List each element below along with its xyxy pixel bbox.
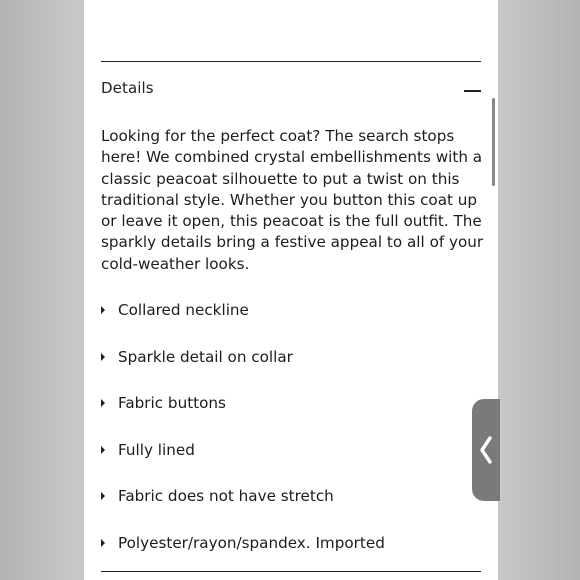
bullet-icon — [101, 492, 105, 500]
feature-text: Fully lined — [118, 440, 195, 459]
chevron-left-icon — [478, 435, 494, 465]
feature-item — [101, 298, 481, 345]
bullet-icon — [101, 539, 105, 547]
details-title: Details — [101, 79, 154, 97]
divider-bottom — [101, 571, 481, 572]
product-details-panel — [84, 0, 498, 580]
product-description: Looking for the perfect coat? The search stops here! We combined crystal embellishments with a classic peacoat silhouette to put a twist on this traditional style. Whether you button this coat up or leave it open, this peacoat is the full outfit. The sparkly details bring a festive appeal to all of your cold-weather looks. — [101, 127, 484, 273]
feature-text: Polyester/rayon/spandex. Imported — [118, 533, 385, 552]
scrollbar-thumb[interactable] — [492, 98, 495, 186]
details-accordion-header[interactable] — [101, 78, 481, 104]
feature-text: Fabric does not have stretch — [118, 487, 334, 506]
feature-text: Fabric buttons — [118, 394, 226, 413]
bullet-icon — [101, 446, 105, 454]
feature-text: Collared neckline — [118, 301, 249, 319]
feature-item — [101, 484, 481, 531]
feature-item — [101, 438, 481, 485]
bullet-icon — [101, 306, 105, 314]
feature-item — [101, 345, 481, 392]
feature-text: Sparkle detail on collar — [118, 347, 293, 366]
bullet-icon — [101, 399, 105, 407]
divider-top — [101, 61, 481, 62]
minus-icon[interactable] — [464, 90, 481, 92]
side-drawer-tab[interactable] — [472, 399, 500, 501]
feature-list — [101, 298, 481, 578]
bullet-icon — [101, 353, 105, 361]
feature-item — [101, 391, 481, 438]
